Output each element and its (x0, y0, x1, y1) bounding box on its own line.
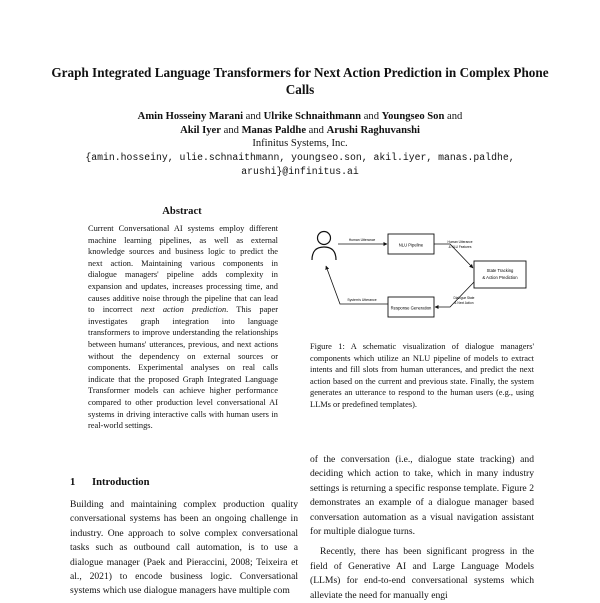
affiliation: Infinitus Systems, Inc. (252, 138, 348, 149)
body-paragraph: of the conversation (i.e., dialogue state tracking) and deciding which action to take, which in many industry settings is returning a specific response template. Figure 2 demonstrates an example of a dialogue manager based conversation automation as a visual navigation assistant for multiple dialogue turns. (310, 454, 534, 538)
response-generation-label: Response Generation (390, 305, 432, 311)
author-name: Manas Paldhe (241, 125, 307, 136)
author-separator: and (243, 111, 264, 122)
abstract-text-part: Current Conversational AI systems employ different machine learning pipelines, as well as external knowledge sources and business logic to predict the next action. Maintaining various components in dialogue managers' pipeline adds complexity in expansion and updates, increases processing time, and causes additive noise through the pipeline that can lead to incorrect (88, 224, 278, 315)
action-label: Dialogue State (453, 296, 475, 300)
system-utterance-label: System's Utterance (347, 298, 377, 302)
author-name: Youngseo Son (381, 111, 445, 122)
author-list (40, 110, 560, 138)
nlu-pipeline-label: NLU Pipeline (398, 242, 424, 248)
paper-title: Graph Integrated Language Transformers for Next Action Prediction in Complex Phone Calls (51, 65, 549, 97)
human-utterance-label: Human Utterance (348, 238, 376, 242)
author-name: Amin Hosseiny Marani (137, 111, 244, 122)
body-paragraph: Recently, there has been significant progress in the field of Generative AI and Large Language Models (LLMs) for end-to-end conversational systems which alleviate the need for manually engi (310, 546, 534, 601)
abstract-emphasis: next action prediction (140, 305, 227, 315)
author-separator: and (444, 111, 463, 122)
section-number: 1 (70, 477, 76, 488)
abstract-text-part: . This paper investigates graph integration into language transformers to improve understanding the relationships between humans' utterances, previous, and next actions without the dependency on external sources or components. Experimental analyses on real calls indicate that the proposed Graph Integrated Language Transformer models can achieve higher performance compared to other production level conversational AI systems in driving interactive calls with human users in real-world settings. (88, 305, 278, 431)
user-icon (312, 232, 336, 261)
action-label-2: & Next Action (454, 301, 474, 305)
figure-1 (310, 224, 535, 334)
section-heading (70, 477, 290, 488)
abstract-heading: Abstract (162, 206, 202, 217)
dialogue-manager-diagram (310, 224, 535, 334)
author-separator: and (361, 111, 382, 122)
intents-label: Human Utterance (447, 240, 473, 244)
author-separator: and (306, 125, 327, 136)
intents-label-2: & NLU Features (448, 245, 472, 249)
abstract-body (88, 223, 278, 432)
section-title: Introduction (92, 477, 150, 488)
author-name: Akil Iyer (180, 125, 221, 136)
right-column-body (310, 453, 534, 603)
state-tracking-label: State Tracking (486, 268, 514, 273)
author-name: Arushi Raghuvanshi (326, 125, 420, 136)
introduction-body: Building and maintaining complex production quality conversational systems has been an ongoing challenge in industry. One approach to solve complex conversational tasks such as outbound call automation, is to use a dialogue manager (Paek and Pieraccini, 2008; Teixeira et al., 2021) to encode business logic. Conversational systems which use dialogue managers have multiple com (70, 499, 298, 597)
figure-caption: Figure 1: A schematic visualization of dialogue managers' components which utilize an NLU pipeline of models to extract intents and fill slots from human utterances, and predict the next action based on the current and previous state. Finally, the system generates an utterance to respond to the human users (e.g., using LLMs or predefined templates). (310, 342, 534, 409)
action-prediction-label: & Action Prediction (482, 275, 518, 280)
author-separator: and (220, 125, 242, 136)
author-emails: {amin.hosseiny, ulie.schnaithmann, youngseo.son, akil.iyer, manas.paldhe, arushi}@infinitus.ai (85, 152, 515, 177)
author-name: Ulrike Schnaithmann (263, 111, 362, 122)
